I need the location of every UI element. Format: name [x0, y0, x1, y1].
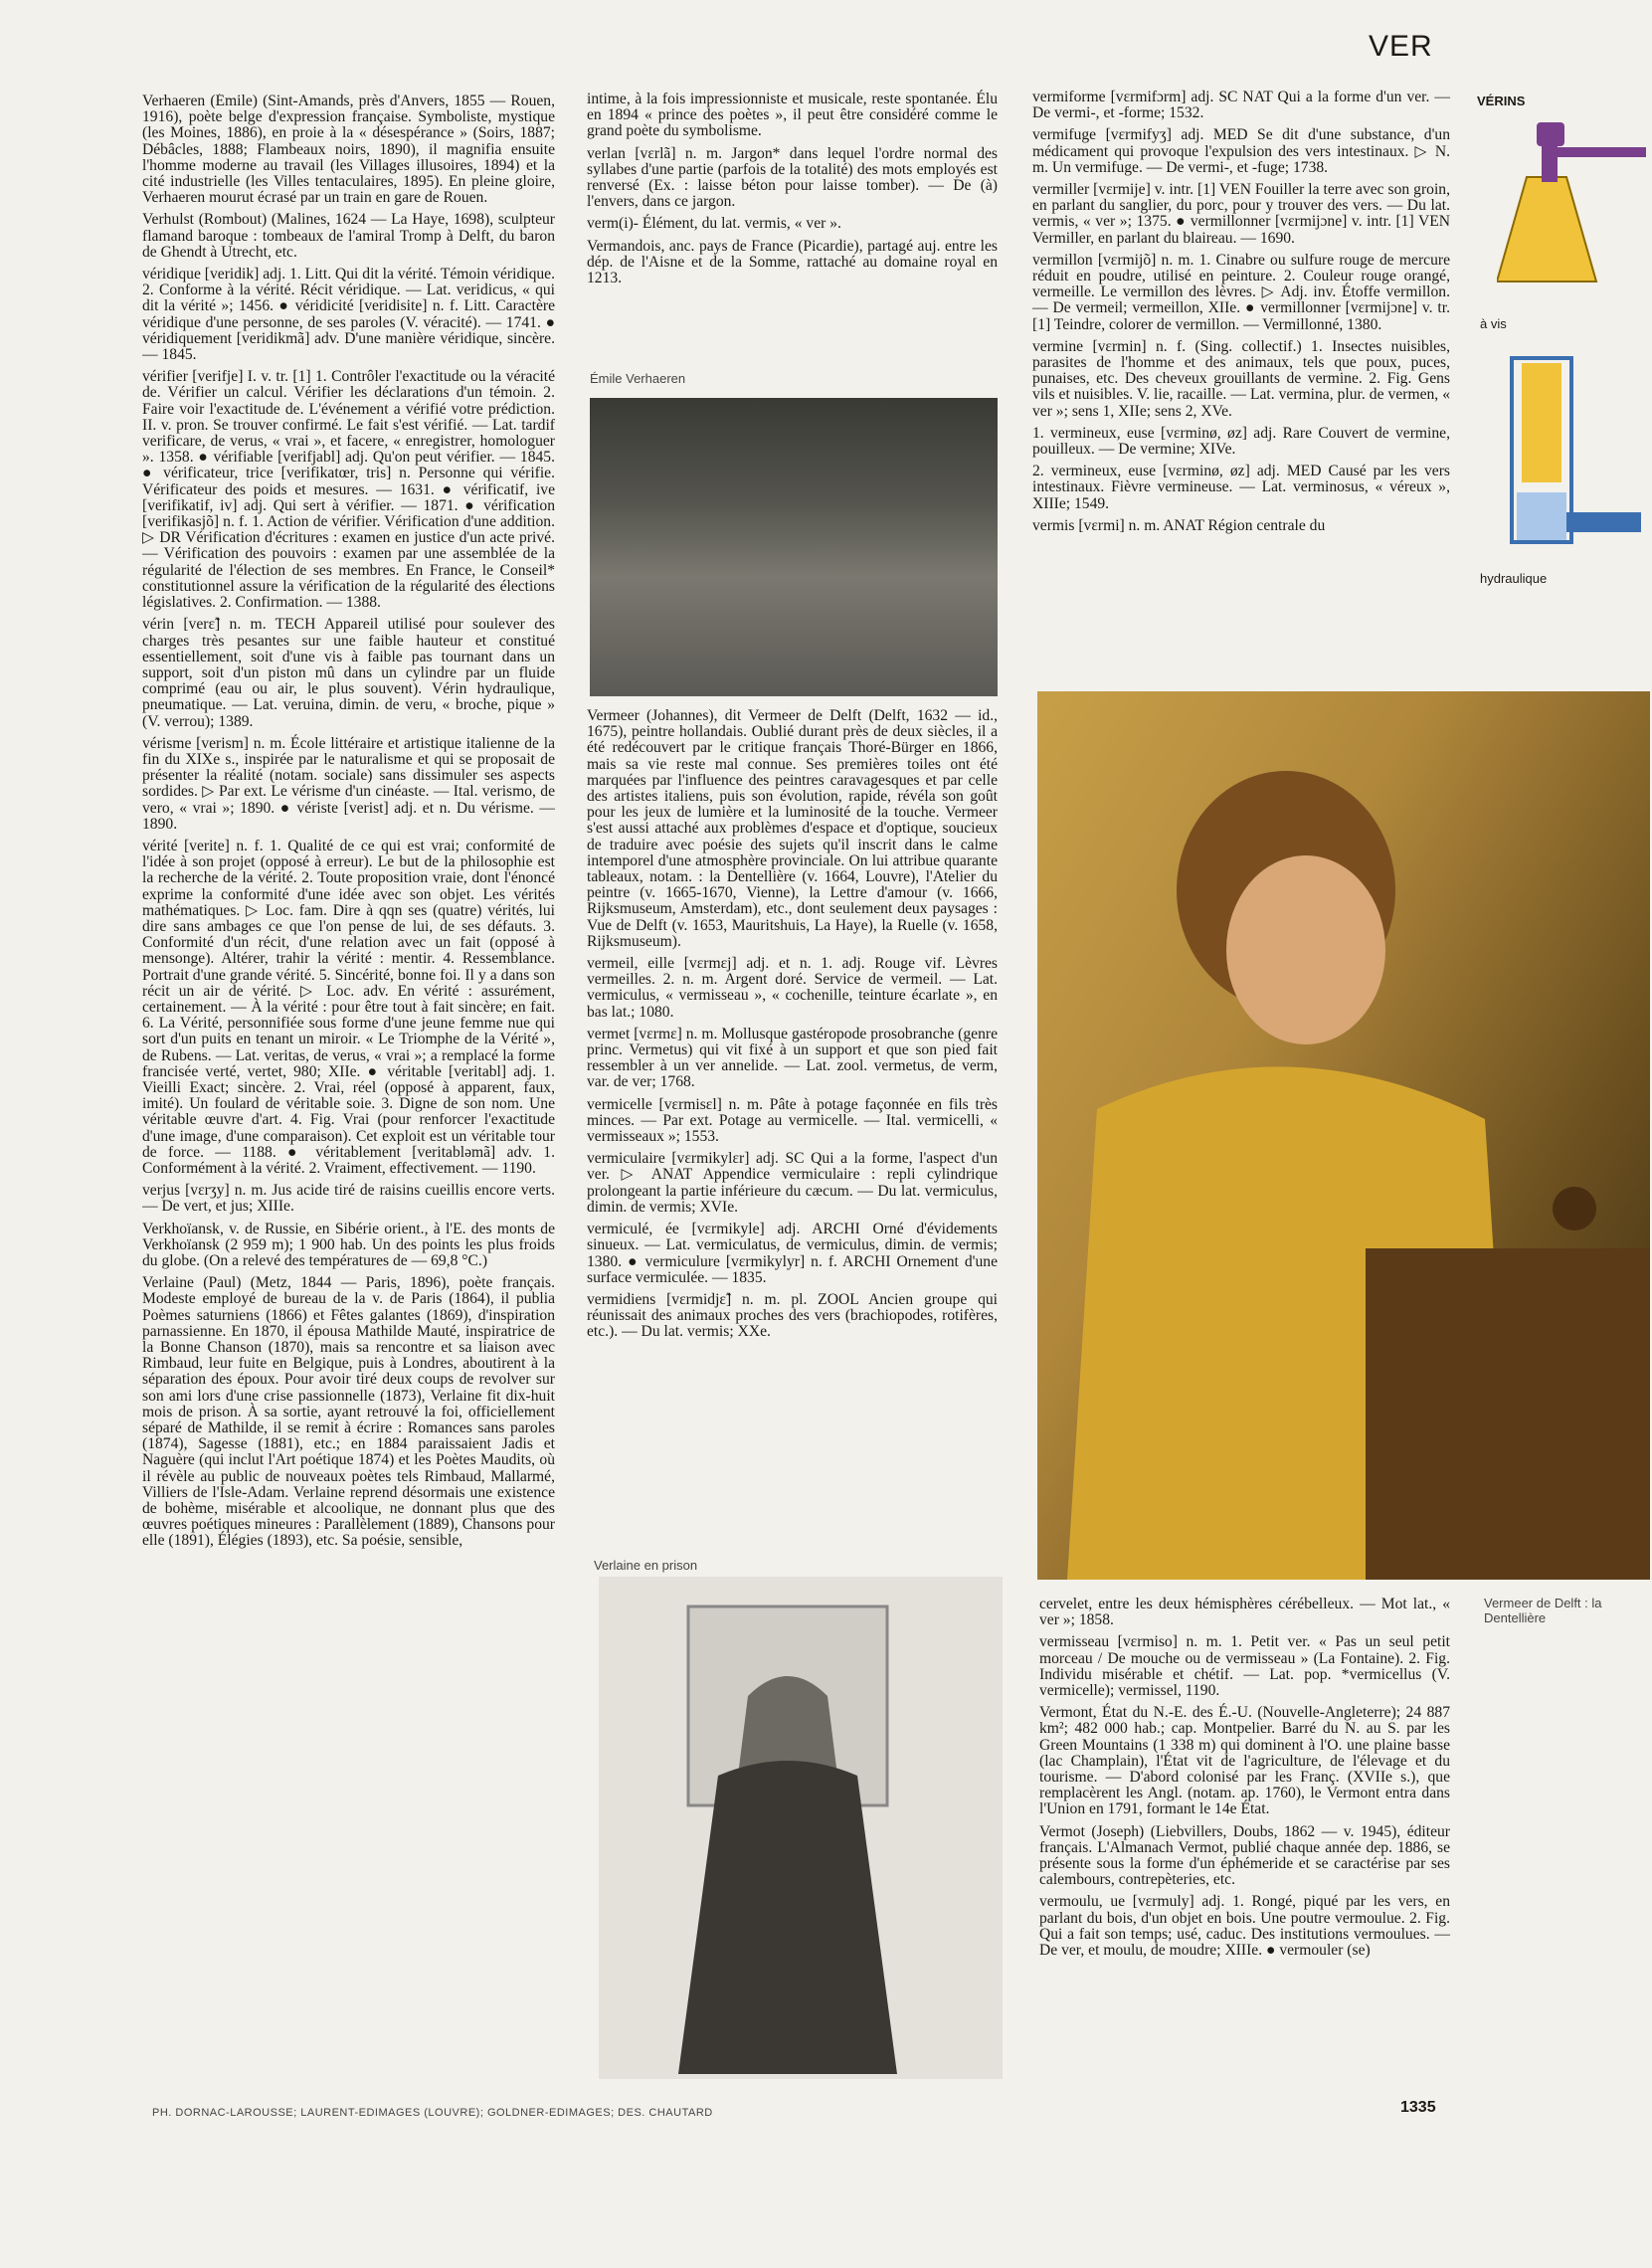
- column-2-bottom: [587, 708, 998, 1347]
- entry-verkhoiansk: Verkhoïansk, v. de Russie, en Sibérie orient., à l'E. des monts de Verkhoïansk (2 959 m); 1 900 hab. Un des points les plus froids du globe. (On a relevé des températures de — 69,8 °C.): [142, 1220, 555, 1270]
- entry-verifier: vérifier [verifje] I. v. tr. [1] 1. Contrôler l'exactitude ou la véracité de. Vérifier un calcul. Vérifier les déclarations d'un témoin. 2. Faire voir l'exactitude de. L'événement a vérifié votre prédiction. II. v. pron. Se trouver confirmé. Le fait s'est vérifié. — Lat. tardif verificare, de verus, « vrai », et facere, « enregistrer, homologuer ». 1358. ● vérifiable [verifjabl] adj. Qu'on peut vérifier. — 1845. ● vérificateur, trice [verifikatœr, tris] n. Personne qui vérifie. Vérificateur des poids et mesures. — 1631. ● vérificatif, ive [verifikatif, iv] adj. Qui sert à vérifier. — 1871. ● vérification [verifikasjõ] n. f. 1. Action de vérifier. Vérification d'une addition. ▷ DR Vérification d'écritures : examen en justice d'un acte privé. — Vérification des pouvoirs : examen par une assemblée de la régularité de l'élection de ses membres. En France, le Conseil* constitutionnel assure la vérification de la régularité des élections législatives. 2. Confirmation. — 1388.: [142, 368, 555, 612]
- entry-vermillon: vermillon [vɛrmijõ] n. m. 1. Cinabre ou sulfure rouge de mercure réduit en poudre, utilisé en peinture. 2. Couleur rouge orangé, vermeille. Le vermillon des lèvres. ▷ Adj. inv. Étoffe vermillon. — De vermeil; vermeillon, XIIe. ● vermillonner [vɛrmijɔne] v. tr. [1] Teindre, colorer de vermillon. — Vermillonné, 1380.: [1032, 251, 1450, 333]
- entry-verlaine: Verlaine (Paul) (Metz, 1844 — Paris, 1896), poète français. Modeste employé de bureau de la v. de Paris (1864), il publia Poèmes saturniens (1866) et Fêtes galantes (1869), d'inspiration parnassienne. En 1870, il épousa Mathilde Mauté, inspiratrice de la Bonne Chanson (1870), mais sa rencontre et sa liaison avec Rimbaud, leur fuite en Belgique, puis à Londres, aboutirent à la séparation des époux. Pour avoir tiré deux coups de revolver sur son ami lors d'une crise passionnelle (1873), Verlaine fit dix-huit mois de prison. À sa sortie, ayant retrouvé la foi, officiellement séparé de Mathilde, il se remit à écrire : Romances sans paroles (1874), Sagesse (1881), etc.; en 1884 paraissaient Jadis et Naguère (qui inclut l'Art poétique 1874) et les Poètes Maudits, où il révèle au public de nouveaux poètes tels Rimbaud, Mallarmé, Villiers de l'Isle-Adam. Verlaine reprend désormais une existence de bohème, misérable et alcoolique, ne donnant plus que des œuvres poétiques mineures : Parallèlement (1889), Chansons pour elle (1891), Élégies (1893), etc. Sa poésie, sensible,: [142, 1274, 555, 1550]
- verlaine-photo: [599, 1577, 1003, 2079]
- entry-verlaine-cont: intime, à la fois impressionniste et musicale, reste spontanée. Élu en 1894 « prince des poètes », il peut être considéré comme le grand poète du symbolisme.: [587, 91, 998, 140]
- caption-verhaeren: Émile Verhaeren: [590, 371, 686, 386]
- entry-vermoulu: vermoulu, ue [vɛrmuly] adj. 1. Rongé, piqué par les vers, en parlant du bois, d'un objet en bois. Une poutre vermoulue. 2. Fig. Qui a fait son temps; usé, caduc. Des institutions vermoulues. — De ver, et moulu, de moudre; XIIIe. ● vermouler (se): [1039, 1893, 1450, 1960]
- caption-vermeer: Vermeer de Delft : la Dentellière: [1484, 1596, 1602, 1625]
- caption-verlaine: Verlaine en prison: [594, 1558, 698, 1573]
- entry-vermifuge: vermifuge [vɛrmifyʒ] adj. MED Se dit d'une substance, d'un médicament qui provoque l'expulsion des vers intestinaux. ▷ N. m. Un vermifuge. — De vermi-, et -fuge; 1738.: [1032, 126, 1450, 176]
- entry-vermis-cont: cervelet, entre les deux hémisphères cérébelleux. — Mot lat., « ver »; 1858.: [1039, 1596, 1450, 1629]
- entry-verisme: vérisme [verism] n. m. École littéraire et artistique italienne de la fin du XIXe s., inspirée par le naturalisme et qui se proposait de présenter la réalité (notam. sociale) sans dissimuler ses aspects sordides. ▷ Par ext. Le vérisme d'un cinéaste. — Ital. verismo, de vero, « vrai »; 1890. ● vériste [verist] adj. et n. Du vérisme. — 1890.: [142, 734, 555, 833]
- entry-vermiforme: vermiforme [vɛrmifɔrm] adj. SC NAT Qui a la forme d'un ver. — De vermi-, et -forme; 1532.: [1032, 89, 1450, 122]
- verin-vis-label: à vis: [1480, 316, 1507, 331]
- verlaine-engraving: [599, 1577, 1003, 2079]
- verin-a-vis-diagram: [1497, 117, 1646, 306]
- column-2-top: [587, 92, 998, 292]
- entry-verjus: verjus [vɛrʒy] n. m. Jus acide tiré de raisins cueillis encore verts. — De vert, et jus; XIIIe.: [142, 1182, 555, 1216]
- entry-verm-i: verm(i)- Élément, du lat. vermis, « ver ».: [587, 215, 841, 233]
- entry-veridique: véridique [veridik] adj. 1. Litt. Qui dit la vérité. Témoin véridique. 2. Conforme à la vérité. Récit véridique. — Lat. veridicus, « qui dit la vérité »; 1456. ● véridicité [veridisite] n. f. Litt. Caractère véridique d'une personne, de ses paroles (V. véracité). — 1741. ● véridiquement [veridikmã] adv. D'une manière véridique, sincère. — 1845.: [142, 266, 555, 364]
- entry-vermiculaire: vermiculaire [vɛrmikylɛr] adj. SC Qui a la forme, l'aspect d'un ver. ▷ ANAT Appendice vermiculaire : repli cylindrique prolongeant la partie inférieure du cæcum. — Du lat. vermiculus, dimin. de vermis; XVIe.: [587, 1150, 998, 1216]
- column-1: [142, 94, 555, 2093]
- entry-vermet: vermet [vɛrmɛ] n. m. Mollusque gastéropode prosobranche (genre princ. Vermetus) qui vit fixé à un support et que son pied fait ressembler à un ver annelide. — Lat. zool. vermetus, de verm, var. de ver; 1768.: [587, 1025, 998, 1091]
- entry-vermineux-2: 2. vermineux, euse [vɛrminø, øz] adj. MED Causé par les vers intestinaux. Fièvre vermineuse. — Lat. verminosus, « véreux », XIIIe; 1549.: [1032, 463, 1450, 512]
- running-head: VER: [1369, 30, 1433, 63]
- photo-credits: PH. DORNAC-LAROUSSE; LAURENT-EDIMAGES (LOUVRE); GOLDNER-EDIMAGES; DES. CHAUTARD: [152, 2107, 713, 2119]
- entry-vermine: vermine [vɛrmin] n. f. (Sing. collectif.) 1. Insectes nuisibles, parasites de l'homme et des animaux, tels que poux, puces, punaises, etc. Des cheveux grouillants de vermine. 2. Fig. Gens vils et nuisibles. V. lie, racaille. — Lat. vermina, plur. de vermen, « ver »; sens 1, XIIe; sens 2, XVe.: [1032, 337, 1450, 420]
- verins-title: VÉRINS: [1477, 94, 1526, 108]
- entry-vermeer: Vermeer (Johannes), dit Vermeer de Delft (Delft, 1632 — id., 1675), peintre hollandais. Oublié durant près de deux siècles, il a été redécouvert par le critique français Thoré-Bürger en 1866, mais sa vie reste mal connue. Ses premières toiles ont été marquées par l'influence des peintres caravagesques et par celle des artistes italiens, puis son évolution, rapide, révéla son goût pour les jeux de lumière et la luminosité de la touche. Vermeer s'est aussi attaché aux problèmes d'espace et d'optique, soucieux de traduire avec poésie des sujets qu'il inscrit dans le calme intemporel d'une atmosphère provinciale. On lui attribue quarante tableaux, notam. : la Dentellière (v. 1664, Louvre), l'Atelier du peintre (v. 1665-1670, Vienne), la Lettre d'amour (v. 1666, Rijksmuseum, Amsterdam), etc., dont seulement deux paysages : Vue de Delft (v. 1653, Mauritshuis, La Haye), la Ruelle (v. 1658, Rijksmuseum).: [587, 707, 998, 950]
- lacemaker-figure: [1037, 691, 1650, 1580]
- entry-vermineux-1: 1. vermineux, euse [vɛrminø, øz] adj. Rare Couvert de vermine, pouilleux. — De vermine; XIVe.: [1032, 424, 1450, 459]
- entry-vermiller: vermiller [vɛrmije] v. intr. [1] VEN Fouiller la terre avec son groin, en parlant du sanglier, du porc, pour y trouver des vers. — Du lat. vermis, « ver »; 1375. ● vermillonner [vɛrmijɔne] v. intr. [1] VEN Vermiller, en parlant du blaireau. — 1690.: [1032, 181, 1450, 247]
- page-number: 1335: [1400, 2099, 1436, 2116]
- column-3-top: [1032, 90, 1450, 540]
- verin-hydraulique-label: hydraulique: [1480, 571, 1548, 586]
- entry-verin: vérin [verɛ̃] n. m. TECH Appareil utilisé pour soulever des charges très pesantes sur une faible hauteur et constitué essentiellement, soit d'une vis à faible pas tournant dans un support, soit d'un piston mû dans un cylindre par un fluide comprimé (eau ou air, le plus souvent). Vérin hydraulique, pneumatique. — Lat. veruina, dimin. de veru, « broche, pique » (V. verrou); 1389.: [142, 616, 555, 730]
- entry-verite: vérité [verite] n. f. 1. Qualité de ce qui est vrai; conformité de l'idée à son projet (opposé à erreur). Le but de la philosophie est la recherche de la vérité. 2. Toute proposition vraie, dont l'énoncé exprime la conformité d'une idée avec son objet. Les vérités mathématiques. ▷ Loc. fam. Dire à qqn ses (quatre) vérités, lui dire sans ambages ce que l'on pense de lui, de ses défauts. 3. Conformité d'un récit, d'une relation avec un fait (opposé à mensonge). Altérer, trahir la vérité : mentir. 4. Ressemblance. Portrait d'une grande vérité. 5. Sincérité, bonne foi. Il y a dans son récit un air de vérité. ▷ Loc. adv. En vérité : assurément, certainement. — À la vérité : pour être tout à fait sincère; en fait. 6. La Vérité, personnifiée sous forme d'une jeune femme nue qui sort d'un puits en tenant un miroir. « Le Triomphe de la Vérité », de Rubens. — Lat. veritas, de verus, « vrai »; a remplacé la forme francisée verté, vertet, 980; XIIe. ● véritable [veritabl] adj. 1. Vieilli Exact; sincère. 2. Vrai, réel (opposé à apparent, faux, imité). Un foulard de véritable soie. 3. Digne de son nom. Une véritable œuvre d'art. 4. Fig. Vrai (pour renforcer l'exactitude d'une image, d'une comparaison). Cet exploit est un véritable tour de force. — 1188. ● véritablement [veritabləmã] adv. 1. Conformément à la vérité. 2. Vraiment, effectivement. — 1190.: [142, 837, 555, 1177]
- entry-vermot: Vermot (Joseph) (Liebvillers, Doubs, 1862 — v. 1945), éditeur français. L'Almanach Vermot, publié chaque année dep. 1886, se présente sous la forme d'un éphémeride et se caractérise par ses calembours, contrepèteries, etc.: [1039, 1822, 1450, 1889]
- entry-verhulst: Verhulst (Rombout) (Malines, 1624 — La Haye, 1698), sculpteur flamand baroque : tombeaux de l'amiral Tromp à Delft, du baron de Ghendt à Utrecht, etc.: [142, 211, 555, 261]
- entry-verlan: verlan [vɛrlã] n. m. Jargon* dans lequel l'ordre normal des syllabes d'une partie (parfois de la totalité) des mots employés est renversé (Ex. : laisse béton pour laisse tomber). — De (à) l'envers, dans ce jargon.: [587, 144, 998, 211]
- column-3-bottom: [1039, 1597, 1450, 1965]
- vermeer-lacemaker-painting: [1037, 691, 1650, 1580]
- entry-vermeil: vermeil, eille [vɛrmɛj] adj. et n. 1. adj. Rouge vif. Lèvres vermeilles. 2. n. m. Argent doré. Service de vermeil. — Lat. vermiculus, « vermisseau », « cochenille, teinture écarlate », en bas lat.; 1080.: [587, 955, 998, 1021]
- entry-vermont: Vermont, État du N.-E. des É.-U. (Nouvelle-Angleterre); 24 887 km²; 482 000 hab.; cap. Montpelier. Barré du N. au S. par les Green Mountains (1 338 m) qui dominent à l'O. une plaine basse (lac Champlain), l'État vit de l'agriculture, de l'élevage et du tourisme. — D'abord colonisé par les Franç. (XVIIe s.), que remplacèrent les Angl. (notam. ap. 1760), le Vermont entra dans l'Union en 1791, formant le 14e État.: [1039, 1704, 1450, 1818]
- entry-vermandois: Vermandois, anc. pays de France (Picardie), partagé auj. entre les dép. de l'Aisne et de la Somme, rattaché au domaine royal en 1213.: [587, 237, 998, 287]
- entry-vermisseau: vermisseau [vɛrmiso] n. m. 1. Petit ver. « Pas un seul petit morceau / De mouche ou de vermisseau » (La Fontaine). 2. Fig. Individu misérable et chétif. — Lat. pop. *vermicellus (V. vermicelle); vermissel, 1190.: [1039, 1633, 1450, 1700]
- verin-hydraulique-diagram: [1507, 353, 1646, 552]
- entry-vermidiens: vermidiens [vɛrmidjɛ̃] n. m. pl. ZOOL Ancien groupe qui réunissait des animaux proches des vers (brachiopodes, rotifères, etc.). — Du lat. vermis; XXe.: [587, 1290, 998, 1341]
- entry-vermicelle: vermicelle [vɛrmisɛl] n. m. Pâte à potage façonnée en fils très minces. — Par ext. Potage au vermicelle. — Ital. vermicelli, « vermisseaux »; 1553.: [587, 1095, 998, 1146]
- entry-vermicule: vermiculé, ée [vɛrmikyle] adj. ARCHI Orné d'évidements sinueux. — Lat. vermiculatus, de vermiculus, dimin. de vermis; 1380. ● vermiculure [vɛrmikylyr] n. f. ARCHI Ornement d'une surface vermiculée. — 1835.: [587, 1221, 998, 1286]
- verhaeren-photo: [590, 398, 998, 696]
- entry-verhaeren: Verhaeren (Émile) (Sint-Amands, près d'Anvers, 1855 — Rouen, 1916), poète belge d'expression française. Symboliste, mystique (les Moines, 1886), en proie à la « désespérance » (Soirs, 1887; Débâcles, 1888; Flambeaux noirs, 1890), il magnifia ensuite l'homme moderne au travail (les Villages illusoires, 1894) et la cité industrielle (les Villes tentaculaires, 1895). En pleine gloire, Verhaeren mourut écrasé par un train en gare de Rouen.: [142, 94, 555, 207]
- entry-vermis: vermis [vɛrmi] n. m. ANAT Région centrale du: [1032, 516, 1326, 534]
